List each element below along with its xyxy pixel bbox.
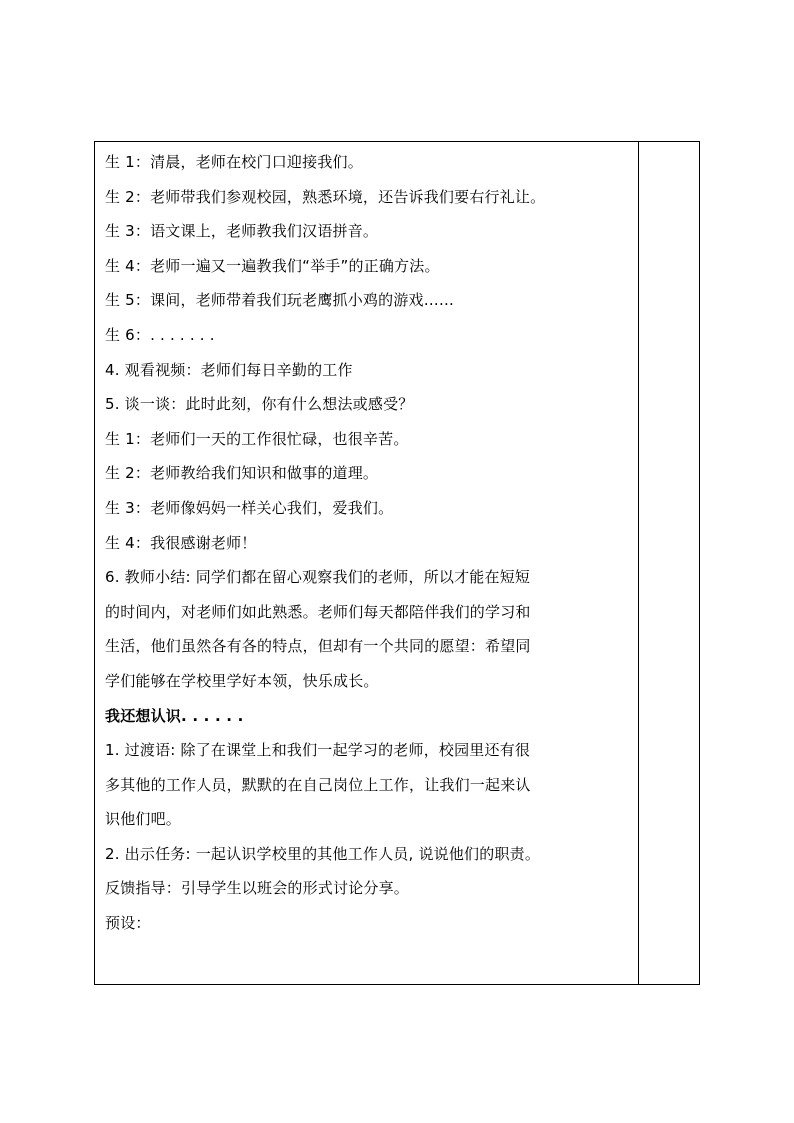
notes-cell xyxy=(639,142,700,984)
lesson-table xyxy=(94,141,700,985)
student-2-line: 生 2：老师带我们参观校园，熟悉环境，还告诉我们要右行礼让。 xyxy=(105,187,546,206)
student-3-line: 生 3：语文课上，老师教我们汉语拼音。 xyxy=(105,222,379,241)
step-4-line: 4. 观看视频：老师们每日辛勤的工作 xyxy=(105,360,353,379)
transition-line-2: 多其他的工作人员，默默的在自己岗位上工作，让我们一起来认 xyxy=(105,775,531,794)
summary-line-2: 的时间内，对老师们如此熟悉。老师们每天都陪伴我们的学习和 xyxy=(105,602,531,621)
student-1-line: 生 1：清晨，老师在校门口迎接我们。 xyxy=(105,153,363,171)
student-4-line: 生 4：老师一遍又一遍教我们“举手”的正确方法。 xyxy=(105,256,440,275)
student-6-line: 生 6：. . . . . . . xyxy=(105,325,215,344)
feedback-line: 反馈指导：引导学生以班会的形式讨论分享。 xyxy=(105,879,410,898)
transition-line-3: 识他们吧。 xyxy=(105,810,182,829)
lesson-content-cell xyxy=(105,145,635,941)
response-3-line: 生 3：老师像妈妈一样关心我们，爱我们。 xyxy=(105,498,394,517)
summary-line-1: 6. 教师小结: 同学们都在留心观察我们的老师，所以才能在短短 xyxy=(105,568,531,587)
response-2-line: 生 2：老师教给我们知识和做事的道理。 xyxy=(105,464,379,483)
response-4-line: 生 4：我很感谢老师！ xyxy=(105,533,257,552)
preset-line: 预设： xyxy=(105,914,151,933)
summary-line-3: 生活，他们虽然各有各的特点，但却有一个共同的愿望：希望同 xyxy=(105,637,531,656)
summary-line-4: 学们能够在学校里学好本领，快乐成长。 xyxy=(105,671,379,690)
task-line: 2. 出示任务: 一起认识学校里的其他工作人员, 说说他们的职责。 xyxy=(105,844,541,863)
transition-line-1: 1. 过渡语: 除了在课堂上和我们一起学习的老师，校园里还有很 xyxy=(105,741,531,760)
student-5-line: 生 5：课间，老师带着我们玩老鹰抓小鸡的游戏…… xyxy=(105,291,455,310)
response-1-line: 生 1：老师们一天的工作很忙碌，也很辛苦。 xyxy=(105,429,409,448)
section-heading: 我还想认识. . . . . . xyxy=(105,706,244,725)
step-5-line: 5. 谈一谈：此时此刻，你有什么想法或感受？ xyxy=(105,395,414,414)
